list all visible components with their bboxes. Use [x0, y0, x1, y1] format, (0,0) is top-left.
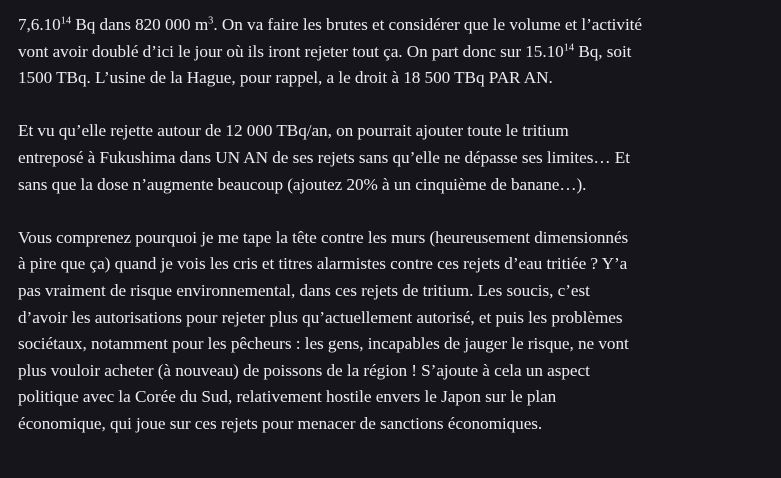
- text-line: [18, 118, 778, 145]
- paragraph-la-hague: [18, 118, 778, 198]
- text-line: [18, 172, 778, 199]
- text-run: pas vraiment de risque environnemental, dans ces rejets de tritium. Les soucis, c’est: [18, 280, 590, 300]
- text-line: [18, 12, 778, 39]
- text-line: [18, 225, 778, 252]
- text-run: 7,6.10: [18, 15, 61, 34]
- text-run: politique avec la Corée du Sud, relativement hostile envers le Japon sur le plan: [18, 387, 557, 407]
- exponent: 3: [208, 15, 214, 27]
- article-body: [18, 12, 778, 464]
- text-run: 1500 TBq. L’usine de la Hague, pour rappel, a le droit à 18 500 TBq PAR AN.: [18, 68, 553, 88]
- text-run: économique, qui joue sur ces rejets pour menacer de sanctions économiques.: [18, 413, 543, 433]
- text-line: [18, 331, 778, 358]
- text-run: entreposé à Fukushima dans UN AN de ses rejets sans qu’elle ne dépasse ses limites… Et: [18, 147, 630, 167]
- text-line: [18, 358, 778, 385]
- text-line: [18, 305, 778, 332]
- text-line: [18, 278, 778, 305]
- text-run: d’avoir les autorisations pour rejeter plus qu’actuellement autorisé, et puis les problèmes: [18, 307, 623, 327]
- text-run: Bq dans 820 000 m: [71, 15, 209, 34]
- paragraph-conclusion: [18, 225, 778, 438]
- text-line: [18, 39, 778, 66]
- text-line: [18, 65, 778, 92]
- text-run: vont avoir doublé d’ici le jour où ils iront rejeter tout ça. On part donc sur 15.10: [18, 41, 564, 61]
- text-line: [18, 145, 778, 172]
- text-run: Bq, soit: [574, 41, 632, 61]
- text-line: [18, 411, 778, 438]
- paragraph-tritium-volume: [18, 12, 778, 92]
- text-run: plus vouloir acheter (à nouveau) de poissons de la région ! S’ajoute à cela un aspect: [18, 360, 590, 380]
- text-run: sans que la dose n’augmente beaucoup (ajoutez 20% à un cinquième de banane…).: [18, 174, 587, 194]
- text-run: à pire que ça) quand je vois les cris et titres alarmistes contre ces rejets d’eau tritiée ? Y’a: [18, 254, 628, 274]
- text-line: [18, 384, 778, 411]
- text-run: Vous comprenez pourquoi je me tape la tête contre les murs (heureusement dimensionnés: [18, 227, 629, 247]
- text-line: [18, 251, 778, 278]
- text-run: sociétaux, notamment pour les pêcheurs : les gens, incapables de jauger le risque, ne vont: [18, 334, 629, 354]
- text-run: . On va faire les brutes et considérer que le volume et l’activité: [213, 15, 642, 34]
- exponent: 14: [60, 15, 72, 27]
- text-run: Et vu qu’elle rejette autour de 12 000 TBq/an, on pourrait ajouter toute le tritium: [18, 121, 569, 141]
- exponent: 14: [563, 42, 575, 54]
